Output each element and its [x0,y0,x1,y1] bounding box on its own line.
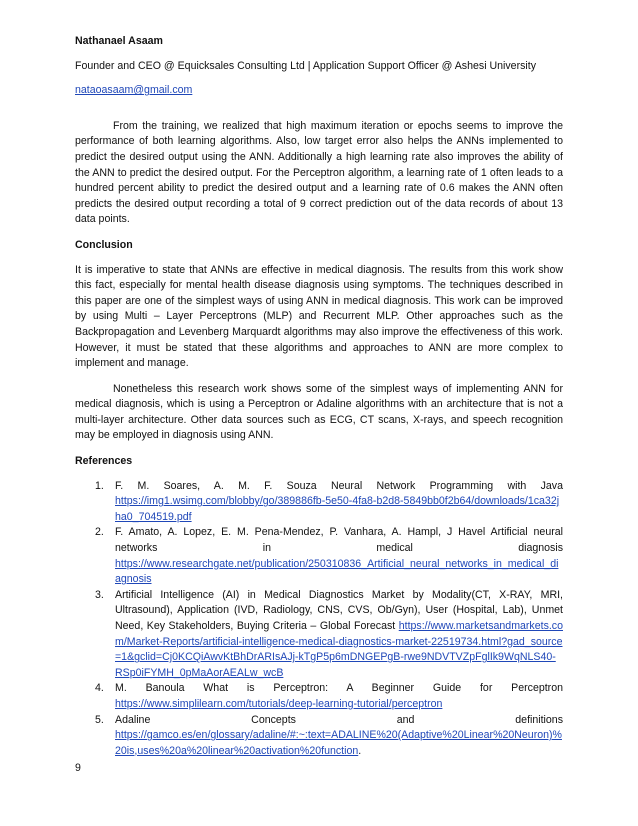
reference-item [75,525,563,587]
reference-link[interactable]: https://www.researchgate.net/publication/250310836_Artificial_neural_networks_in_medical_diagnosis [115,557,559,586]
reference-link[interactable]: https://www.marketsandmarkets.com/Market-Reports/artificial-intelligence-medical-diagnostics-market-22519734.html?gad_source=1&gclid=Cj0KCQiAwvKtBhDrARIsAJj-kTgP5p6mDNGEPgB-rwe9NDVTVZpFglIk9WqNLS40-RSp0iFYMH_0pMaAorAEALw_wcB [115,620,563,679]
reference-text [115,588,563,682]
training-paragraph: From the training, we realized that high maximum iteration or epochs seems to improve the performance of both learning algorithms. Also, low target error also helps the ANNs implemented to predict the desired output using the ANN. Additionally a high learning rate also improves the ability of the ANN to predict the desired output. For the Perceptron algorithm, a learning rate of 1 often leads to a hundred percent ability to predict the desired output and a learning rate of 0.6 makes the ANN often predicts the desired output recording a total of 9 correct prediction out of the data records of about 13 data points. [75,119,563,226]
document-page [75,34,563,759]
reference-url-wrap [115,557,563,588]
reference-link[interactable]: https://img1.wsimg.com/blobby/go/389886fb-5e50-4fa8-b2d8-5849bb0f2b64/downloads/1ca32jha0_704519.pdf [115,495,560,523]
reference-after: . [358,744,362,757]
reference-text-inline: Artificial Intelligence (AI) in Medical Diagnostics Market by Modality(CT, X-RAY, MRI, Ultrasound), Application (IVD, Radiology, CNS, CVS, Ob/Gyn), User (Hospital, Lab), Unmet Need, Key Stakeholders, Buying Criteria – Global Forecast [115,588,563,632]
reference-text: Adaline Concepts and definitions [115,713,563,726]
conclusion-paragraph: It is imperative to state that ANNs are effective in medical diagnosis. The results from this work show this fact, especially for mental health disease diagnosis using symptoms. The techniques described in this paper are one of the simplest ways of using ANN in medical diagnosis. This work can be improved by using Multi – Layer Perceptrons (MLP) and Recurrent MLP. Other approaches such as the Backpropagation and Levenberg Marquardt algorithms may also improve the effectiveness of this work. However, it must be stated that these algorithms and approaches to ANN are more complex to implement and manage. [75,263,563,370]
reference-item [75,479,563,526]
references-heading: References [75,455,133,468]
reference-item [75,713,563,760]
page-number: 9 [75,762,81,774]
author-name: Nathanael Asaam [75,35,163,47]
reference-number: 3. [95,588,104,601]
reference-url-wrap [115,728,563,759]
author-email-link[interactable]: nataoasaam@gmail.com [75,84,193,97]
reference-text: M. Banoula What is Perceptron: A Beginner Guide for Perceptron [115,682,563,695]
reference-url-wrap [115,494,563,525]
reference-text: F. Amato, A. Lopez, E. M. Pena-Mendez, P. Vanhara, A. Hampl, J Havel Artificial neural networks in medical diagnosis [115,526,563,555]
author-role: Founder and CEO @ Equicksales Consulting Ltd | Application Support Officer @ Ashesi University [75,59,536,72]
reference-item [75,681,563,712]
reference-link[interactable]: https://gamco.es/en/glossary/adaline/#:~:text=ADALINE%20(Adaptive%20Linear%20Neuron)%20is,uses%20a%20linear%20activation%20function [115,729,562,757]
references-list [75,479,563,760]
nonetheless-paragraph: Nonetheless this research work shows some of the simplest ways of implementing ANN for medical diagnosis, which is using a Perceptron or Adaline algorithms with an architecture that is not a multi-layer architecture. Other data sources such as ECG, CT scans, X-rays, and speech recognition may be employed in diagnosis using ANN. [75,382,563,442]
reference-number: 5. [95,713,104,726]
conclusion-heading: Conclusion [75,238,133,251]
reference-number: 2. [95,526,104,539]
reference-number: 1. [95,479,104,492]
reference-text: F. M. Soares, A. M. F. Souza Neural Network Programming with Java [115,479,563,492]
reference-url-wrap [115,697,563,713]
author-email [75,83,563,99]
reference-item [75,588,563,682]
reference-number: 4. [95,682,104,695]
reference-link[interactable]: https://www.simplilearn.com/tutorials/deep-learning-tutorial/perceptron [115,697,443,710]
